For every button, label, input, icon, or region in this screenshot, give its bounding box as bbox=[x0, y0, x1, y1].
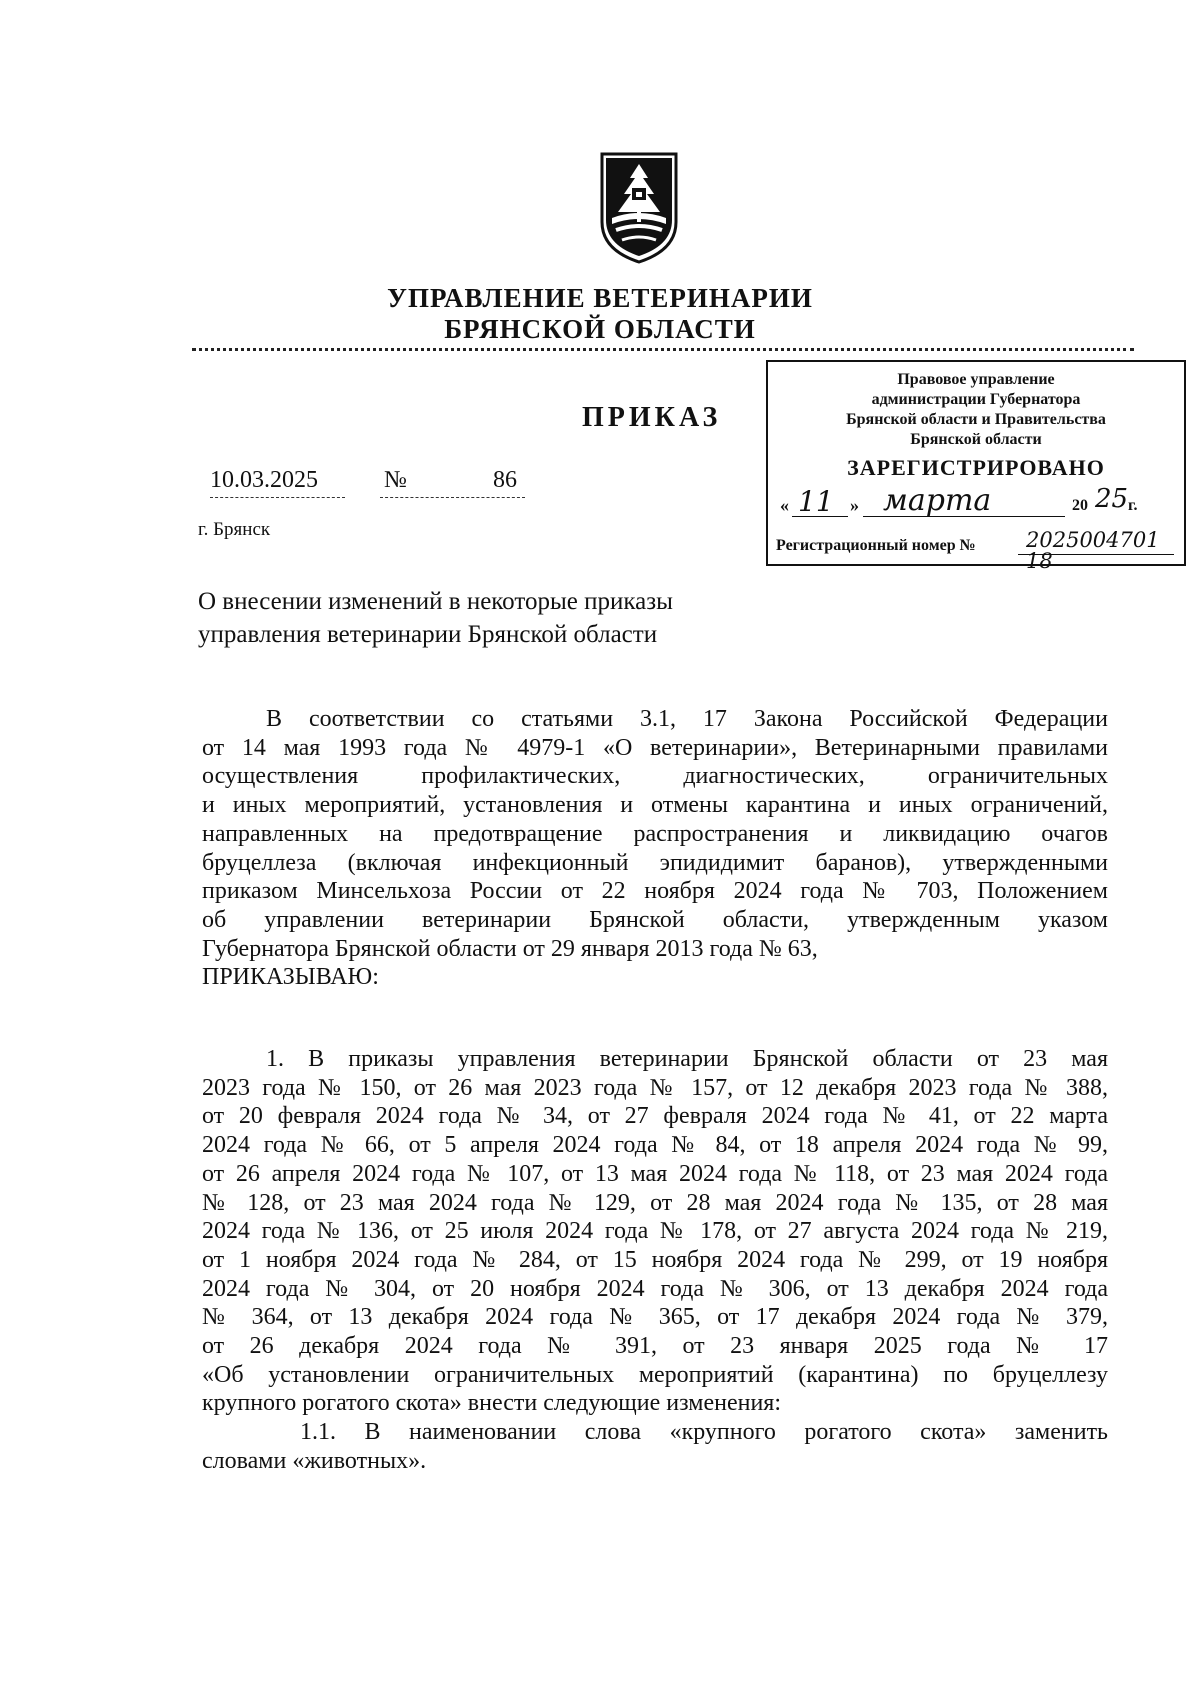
text-line: 2024 года № 304, от 20 ноября 2024 года № 306, от 13 декабря 2024 года bbox=[202, 1275, 1108, 1302]
text-line: от 20 февраля 2024 года № 34, от 27 февраля 2024 года № 41, от 22 марта bbox=[202, 1103, 1108, 1130]
text-line: 2023 года № 150, от 26 мая 2023 года № 157, от 12 декабря 2023 года № 388, bbox=[202, 1074, 1108, 1101]
stamp-year-prefix: 20 bbox=[1072, 497, 1088, 514]
date-number-line bbox=[210, 468, 530, 498]
org-name-line1: УПРАВЛЕНИЕ ВЕТЕРИНАРИИ bbox=[387, 283, 813, 313]
stamp-line4: Брянской области bbox=[910, 431, 1042, 448]
stamp-reg-number: 2025004701 18 bbox=[1026, 528, 1164, 573]
text-line: бруцеллеза (включая инфекционный эпидидимит баранов), утвержденными bbox=[202, 849, 1108, 876]
text-line: 2024 года № 136, от 25 июля 2024 года № 178, от 27 августа 2024 года № 219, bbox=[202, 1218, 1108, 1245]
stamp-reg-label: Регистрационный номер № bbox=[776, 537, 976, 554]
registration-stamp bbox=[766, 360, 1186, 573]
stamp-month: марта bbox=[883, 483, 992, 518]
stamp-line2: администрации Губернатора bbox=[871, 391, 1081, 408]
text-line: от 26 декабря 2024 года № 391, от 23 января 2025 года № 17 bbox=[202, 1333, 1108, 1360]
text-line: № 128, от 23 мая 2024 года № 129, от 28 мая 2024 года № 135, от 28 мая bbox=[202, 1189, 1108, 1216]
stamp-status: ЗАРЕГИСТРИРОВАНО bbox=[847, 455, 1105, 480]
text-line: от 26 апреля 2024 года № 107, от 13 мая 2024 года № 118, от 23 мая 2024 года bbox=[202, 1160, 1108, 1187]
text-line: от 14 мая 1993 года № 4979-1 «О ветеринарии», Ветеринарными правилами bbox=[202, 734, 1108, 761]
text-line: «Об установлении ограничительных мероприятий (карантина) по бруцеллезу bbox=[202, 1361, 1108, 1388]
preamble-paragraph bbox=[202, 705, 1108, 992]
stamp-day: 11 bbox=[798, 485, 834, 518]
stamp-line1: Правовое управление bbox=[897, 371, 1055, 388]
text-line: № 364, от 13 декабря 2024 года № 365, от 17 декабря 2024 года № 379, bbox=[202, 1304, 1108, 1331]
stamp-date-line: « 11 » марта 20 25 г. bbox=[780, 483, 1138, 518]
number-label: № bbox=[384, 467, 407, 493]
text-line: 1.1. В наименовании слова «крупного рогатого скота» заменить bbox=[300, 1419, 1108, 1446]
text-line: направленных на предотвращение распространения и ликвидацию очагов bbox=[202, 820, 1108, 847]
text-line: и иных мероприятий, установления и отмены карантина и иных ограничений, bbox=[202, 792, 1108, 819]
header-divider bbox=[192, 348, 1134, 351]
text-line: приказом Минсельхоза России от 22 ноября 2024 года № 703, Положением bbox=[202, 878, 1108, 905]
number-underline bbox=[380, 497, 525, 498]
text-line: от 1 ноября 2024 года № 284, от 15 ноября 2024 года № 299, от 19 ноября bbox=[202, 1246, 1108, 1273]
stamp-line3: Брянской области и Правительства bbox=[846, 411, 1106, 428]
item-1-paragraph bbox=[202, 1045, 1108, 1476]
text-line: 2024 года № 66, от 5 апреля 2024 года № 84, от 18 апреля 2024 года № 99, bbox=[202, 1132, 1108, 1159]
stamp-year-suffix: г. bbox=[1128, 497, 1138, 514]
text-line: В соответствии со статьями 3.1, 17 Закона Российской Федерации bbox=[266, 706, 1108, 732]
subject-line1: О внесении изменений в некоторые приказы bbox=[198, 588, 673, 615]
text-line: 1. В приказы управления ветеринарии Брянской области от 23 мая bbox=[266, 1046, 1108, 1072]
document-number: 86 bbox=[493, 467, 517, 493]
document-subject bbox=[198, 585, 673, 651]
text-line: осуществления профилактических, диагностических, ограничительных bbox=[202, 763, 1108, 790]
order-word: ПРИКАЗЫВАЮ: bbox=[202, 964, 379, 991]
document-city: г. Брянск bbox=[198, 519, 271, 540]
text-line: Губернатора Брянской области от 29 января 2013 года № 63, bbox=[202, 935, 818, 962]
document-title: ПРИКАЗ bbox=[582, 402, 722, 433]
bryansk-coat-of-arms-icon bbox=[598, 150, 680, 265]
date-underline bbox=[210, 497, 345, 498]
text-line: словами «животных». bbox=[202, 1447, 427, 1474]
text-line: крупного рогатого скота» внести следующие изменения: bbox=[202, 1390, 781, 1417]
subject-line2: управления ветеринарии Брянской области bbox=[198, 621, 658, 648]
text-line: об управлении ветеринарии Брянской области, утвержденным указом bbox=[202, 906, 1108, 933]
org-name-line2: БРЯНСКОЙ ОБЛАСТИ bbox=[444, 314, 756, 344]
stamp-year: 25 bbox=[1095, 484, 1129, 514]
stamp-reg-line bbox=[768, 528, 1184, 573]
document-date: 10.03.2025 bbox=[210, 467, 318, 493]
